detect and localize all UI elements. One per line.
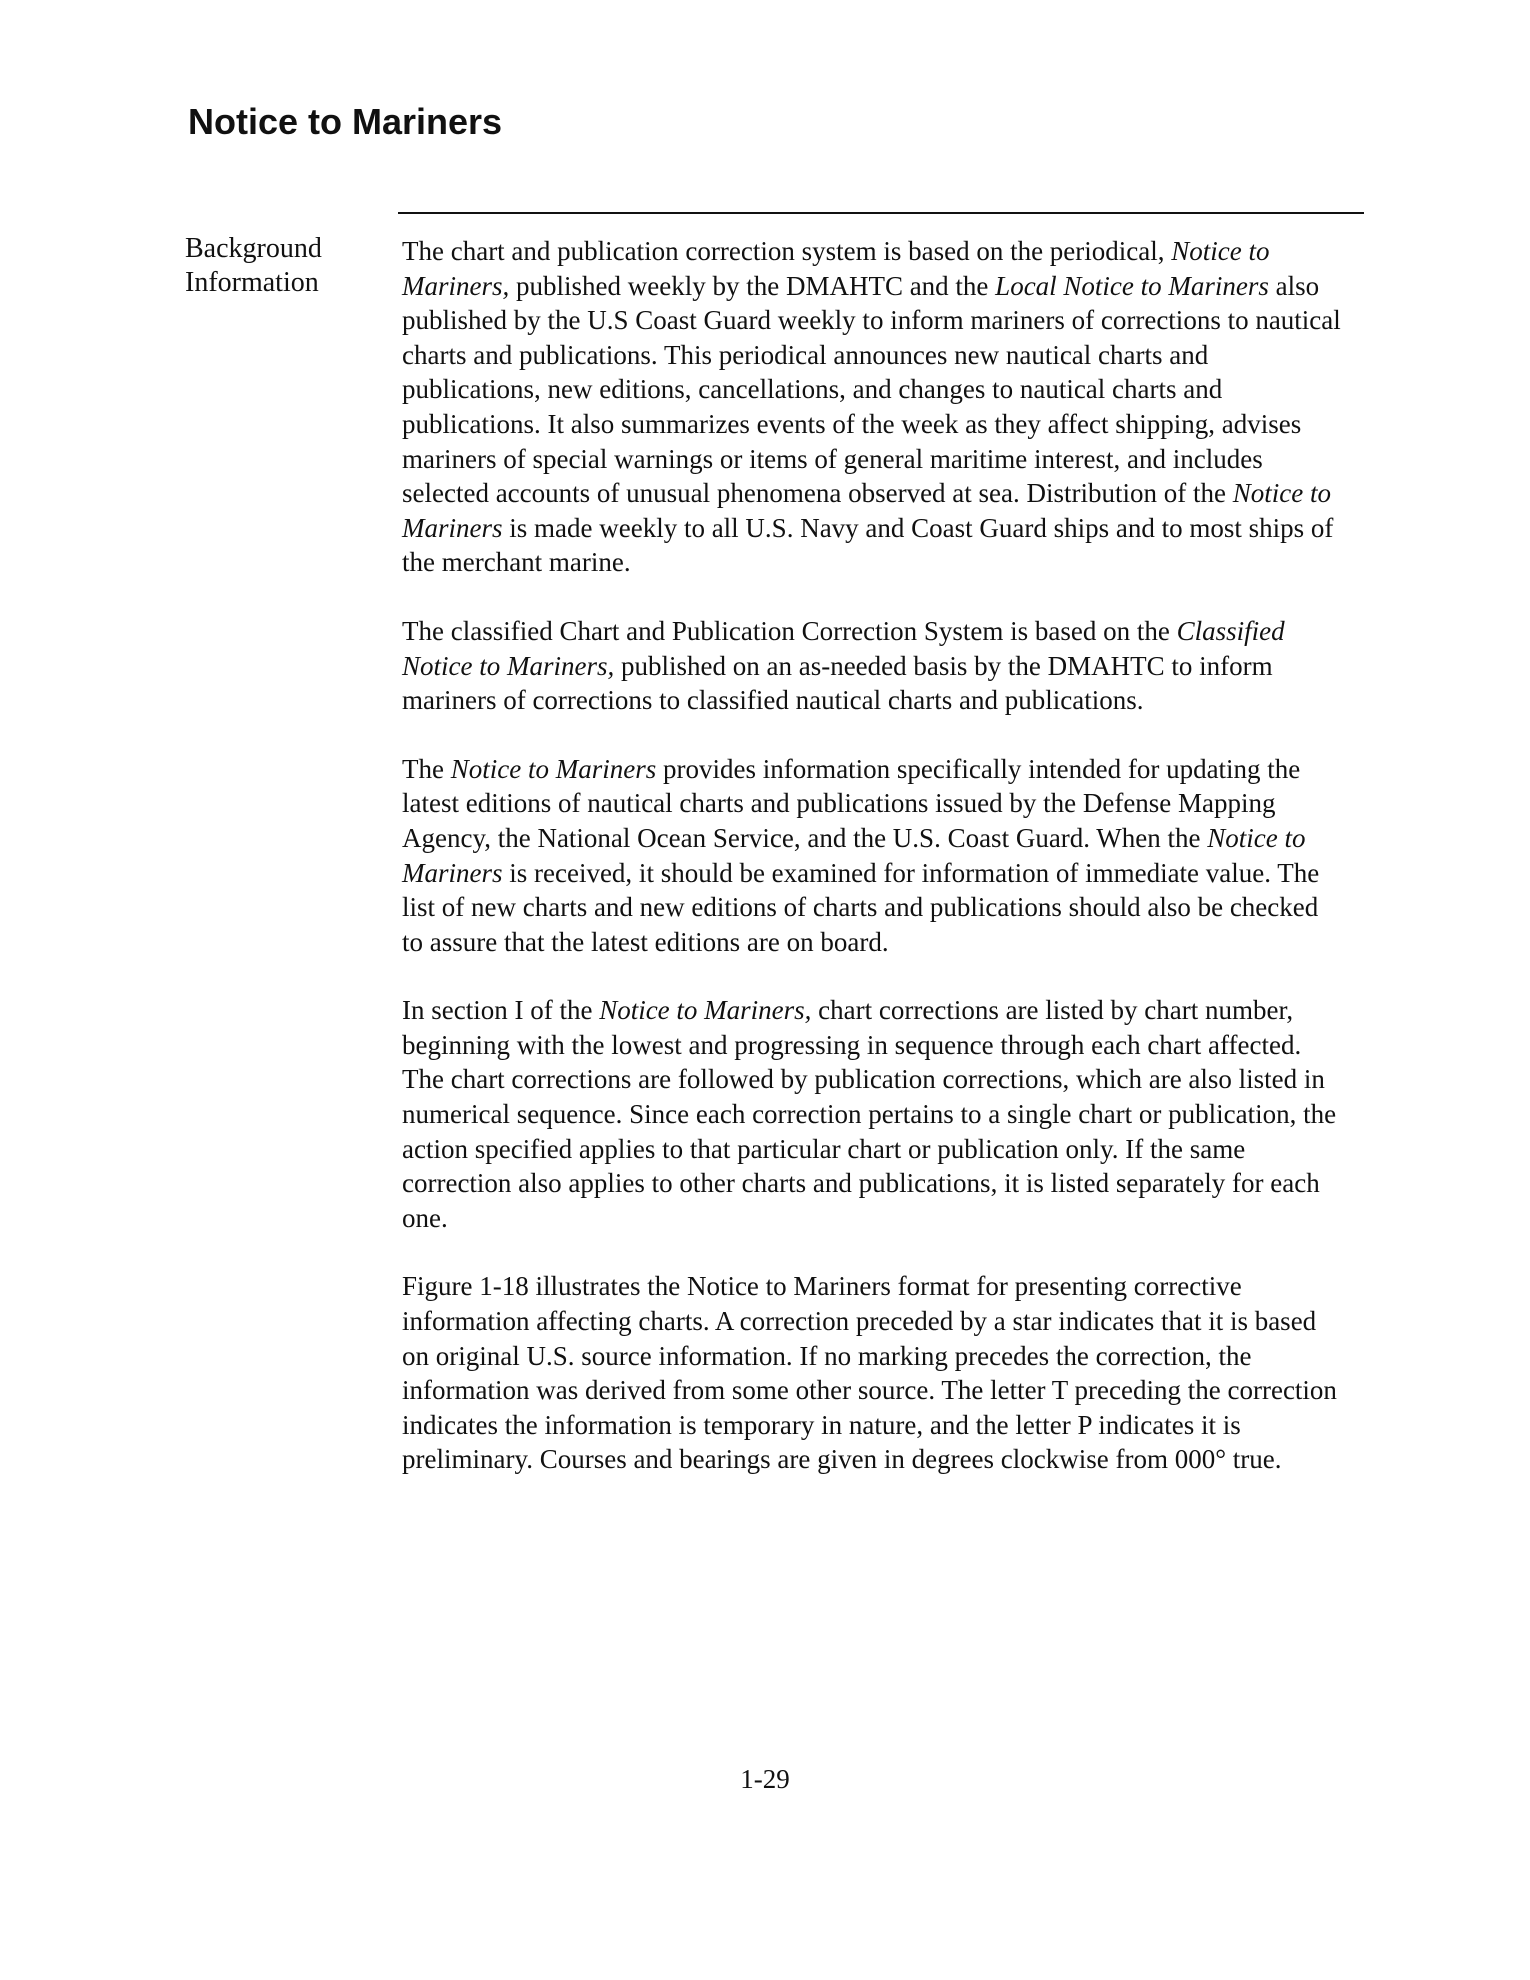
- text-run: The classified Chart and Publication Correction System is based on the: [402, 615, 1177, 646]
- text-run-italic: Local Notice to Mariners: [995, 270, 1269, 301]
- side-label-line: Information: [185, 267, 319, 298]
- text-run: chart corrections are listed by chart number, beginning with the lowest and progressing in sequence through each chart affected. The chart corrections are followed by publication corrections, which are also listed in numerical sequence. Since each correction pertains to a single chart or publication, the action specified applies to that particular chart or publication only. If the same correction also applies to other charts and publications, it is listed separately for each one.: [402, 995, 1337, 1233]
- paragraph: [402, 614, 1342, 718]
- paragraph: [402, 1269, 1342, 1477]
- text-run: In section I of the: [402, 995, 600, 1026]
- paragraph: [402, 752, 1342, 960]
- text-run: is made weekly to all U.S. Navy and Coast Guard ships and to most ships of the merchant marine.: [402, 512, 1334, 578]
- text-run: The chart and publication correction system is based on the periodical,: [402, 236, 1172, 266]
- text-run-italic: Notice to Mariners,: [402, 236, 1270, 301]
- text-run: is received, it should be examined for information of immediate value. The list of new charts and new editions of charts and publications should also be checked to assure that the latest editions are on board.: [402, 857, 1320, 957]
- paragraph: [402, 993, 1342, 1235]
- page-title: Notice to Mariners: [188, 101, 503, 142]
- text-run: also published by the U.S Coast Guard weekly to inform mariners of corrections to nautical charts and publications. This periodical announces new nautical charts and publications, new editions, cancellations, and changes to nautical charts and publications. It also summarizes events of the week as they affect shipping, advises mariners of special warnings or items of general maritime interest, and includes selected accounts of unusual phenomena observed at sea. Distribution of the: [402, 270, 1341, 509]
- paragraph: [402, 234, 1342, 580]
- body-text: [402, 234, 1342, 1511]
- text-run: Figure 1-18 illustrates the Notice to Mariners format for presenting corrective information affecting charts. A correction preceded by a star indicates that it is based on original U.S. source information. If no marking precedes the correction, the information was derived from some other source. The letter T preceding the correction indicates the information is temporary in nature, and the letter P indicates it is preliminary. Courses and bearings are given in degrees clockwise from 000° true.: [402, 1271, 1337, 1475]
- text-run-italic: Notice to Mariners: [402, 822, 1306, 888]
- side-label-line: Background: [185, 233, 322, 264]
- page-number: 1-29: [740, 1764, 790, 1794]
- text-run: published weekly by the DMAHTC and the: [509, 270, 996, 301]
- side-label: [185, 232, 322, 300]
- text-run-italic: Notice to Mariners: [450, 753, 657, 784]
- text-run-italic: Notice to Mariners: [402, 478, 1331, 543]
- text-run-italic: Notice to Mariners,: [599, 995, 812, 1026]
- text-run: published on an as-needed basis by the DMAHTC to inform mariners of corrections to classified nautical charts and publications.: [402, 650, 1273, 716]
- text-run: The: [402, 753, 451, 784]
- section-divider: [398, 212, 1364, 214]
- text-run: provides information specifically intended for updating the latest editions of nautical charts and publications issued by the Defense Mapping Agency, the National Ocean Service, and the U.S. Coast Guard. When the: [402, 753, 1301, 853]
- text-run-italic: Classified Notice to Mariners,: [402, 615, 1285, 681]
